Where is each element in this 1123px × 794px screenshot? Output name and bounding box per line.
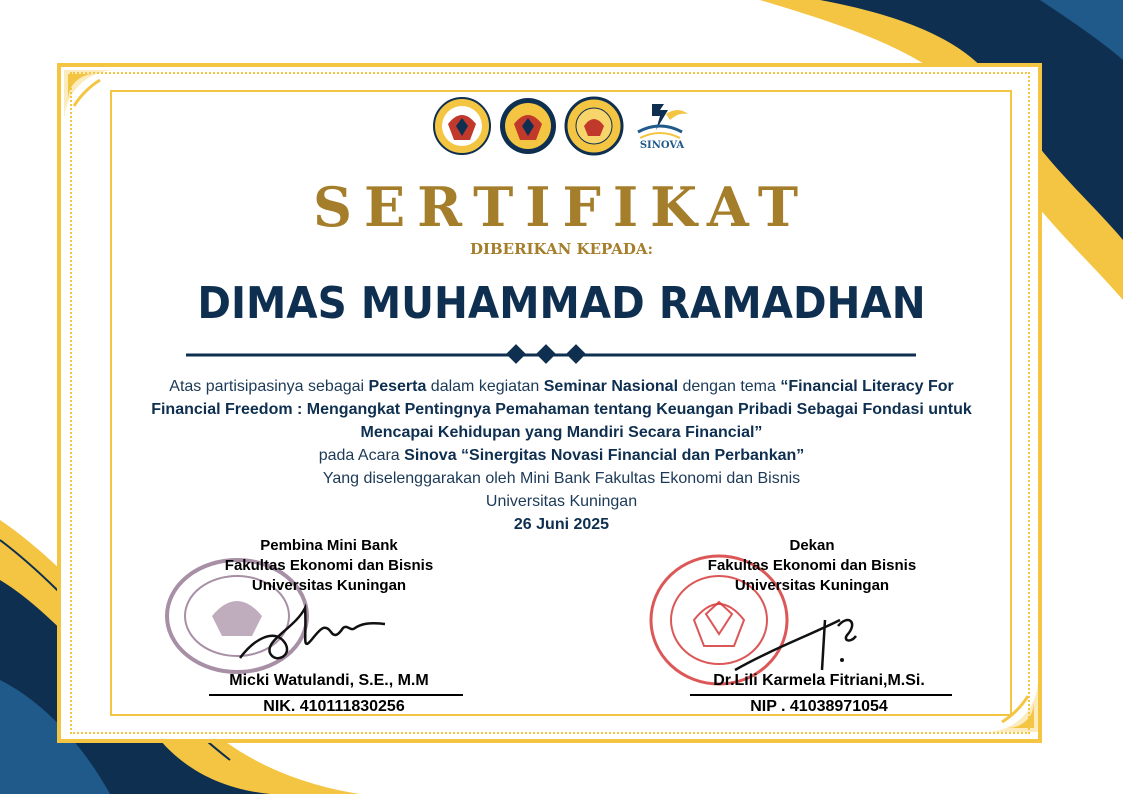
university-seal-icon bbox=[432, 96, 492, 156]
event-date: 26 Juni 2025 bbox=[513, 516, 610, 533]
right-signatory-id: NIP . 41038971054 bbox=[750, 698, 888, 715]
right-signatory-faculty: Fakultas Ekonomi dan Bisnis bbox=[707, 557, 917, 574]
recipient-name: DIMAS MUHAMMAD RAMADHAN bbox=[197, 278, 926, 329]
left-signatory-role: Pembina Mini Bank bbox=[260, 537, 398, 554]
event-name: Seminar Nasional bbox=[543, 378, 679, 395]
mini-bank-seal-icon bbox=[564, 96, 624, 156]
event-theme: “Financial Literacy For Financial Freedom : Mengangkat Pentingnya Pemahaman tentang Keuangan Pribadi Sebagai Fondasi untuk Mencapai Kehidupan yang Mandiri Secara Financial” bbox=[151, 378, 972, 441]
sinova-logo-text: SINOVA bbox=[639, 140, 685, 151]
right-signatory-university: Universitas Kuningan bbox=[734, 577, 890, 594]
left-signature-icon bbox=[235, 598, 410, 670]
corner-ornament-bottom-right-icon bbox=[982, 676, 1042, 736]
right-signature-line bbox=[690, 694, 952, 696]
left-signatory-id: NIK. 410111830256 bbox=[263, 698, 405, 715]
right-signature-icon bbox=[730, 600, 880, 680]
body-text-program-label: pada Acara bbox=[318, 447, 405, 464]
logo-row bbox=[432, 96, 692, 160]
left-signatory-university: Universitas Kuningan bbox=[251, 577, 407, 594]
body-text-theme-label: dengan tema bbox=[678, 378, 781, 395]
body-text-activity: dalam kegiatan bbox=[426, 378, 544, 395]
right-signatory-role: Dekan bbox=[789, 537, 835, 554]
faculty-seal-icon bbox=[498, 96, 558, 156]
left-signatory-title bbox=[196, 536, 462, 596]
organizer-line-1: Yang diselenggarakan oleh Mini Bank Fakultas Ekonomi dan Bisnis bbox=[322, 470, 801, 487]
organizer-line-2: Universitas Kuningan bbox=[485, 493, 638, 510]
participant-role: Peserta bbox=[368, 378, 427, 395]
certificate-subtitle: DIBERIKAN KEPADA: bbox=[469, 240, 654, 258]
left-signatory-name: Micki Watulandi, S.E., M.M bbox=[229, 672, 429, 689]
right-signatory-title bbox=[676, 536, 948, 596]
right-signatory-name: Dr.Lili Karmela Fitriani,M.Si. bbox=[713, 672, 925, 689]
left-signature-line bbox=[209, 694, 463, 696]
certificate-body bbox=[140, 375, 983, 536]
body-text-intro: Atas partisipasinya sebagai bbox=[169, 378, 369, 395]
divider-with-diamonds bbox=[186, 343, 916, 367]
program-name: Sinova “Sinergitas Novasi Financial dan Perbankan” bbox=[404, 447, 805, 464]
left-signatory-faculty: Fakultas Ekonomi dan Bisnis bbox=[224, 557, 434, 574]
corner-ornament-top-left-icon bbox=[60, 66, 120, 126]
certificate-title: SERTIFIKAT bbox=[313, 175, 810, 239]
